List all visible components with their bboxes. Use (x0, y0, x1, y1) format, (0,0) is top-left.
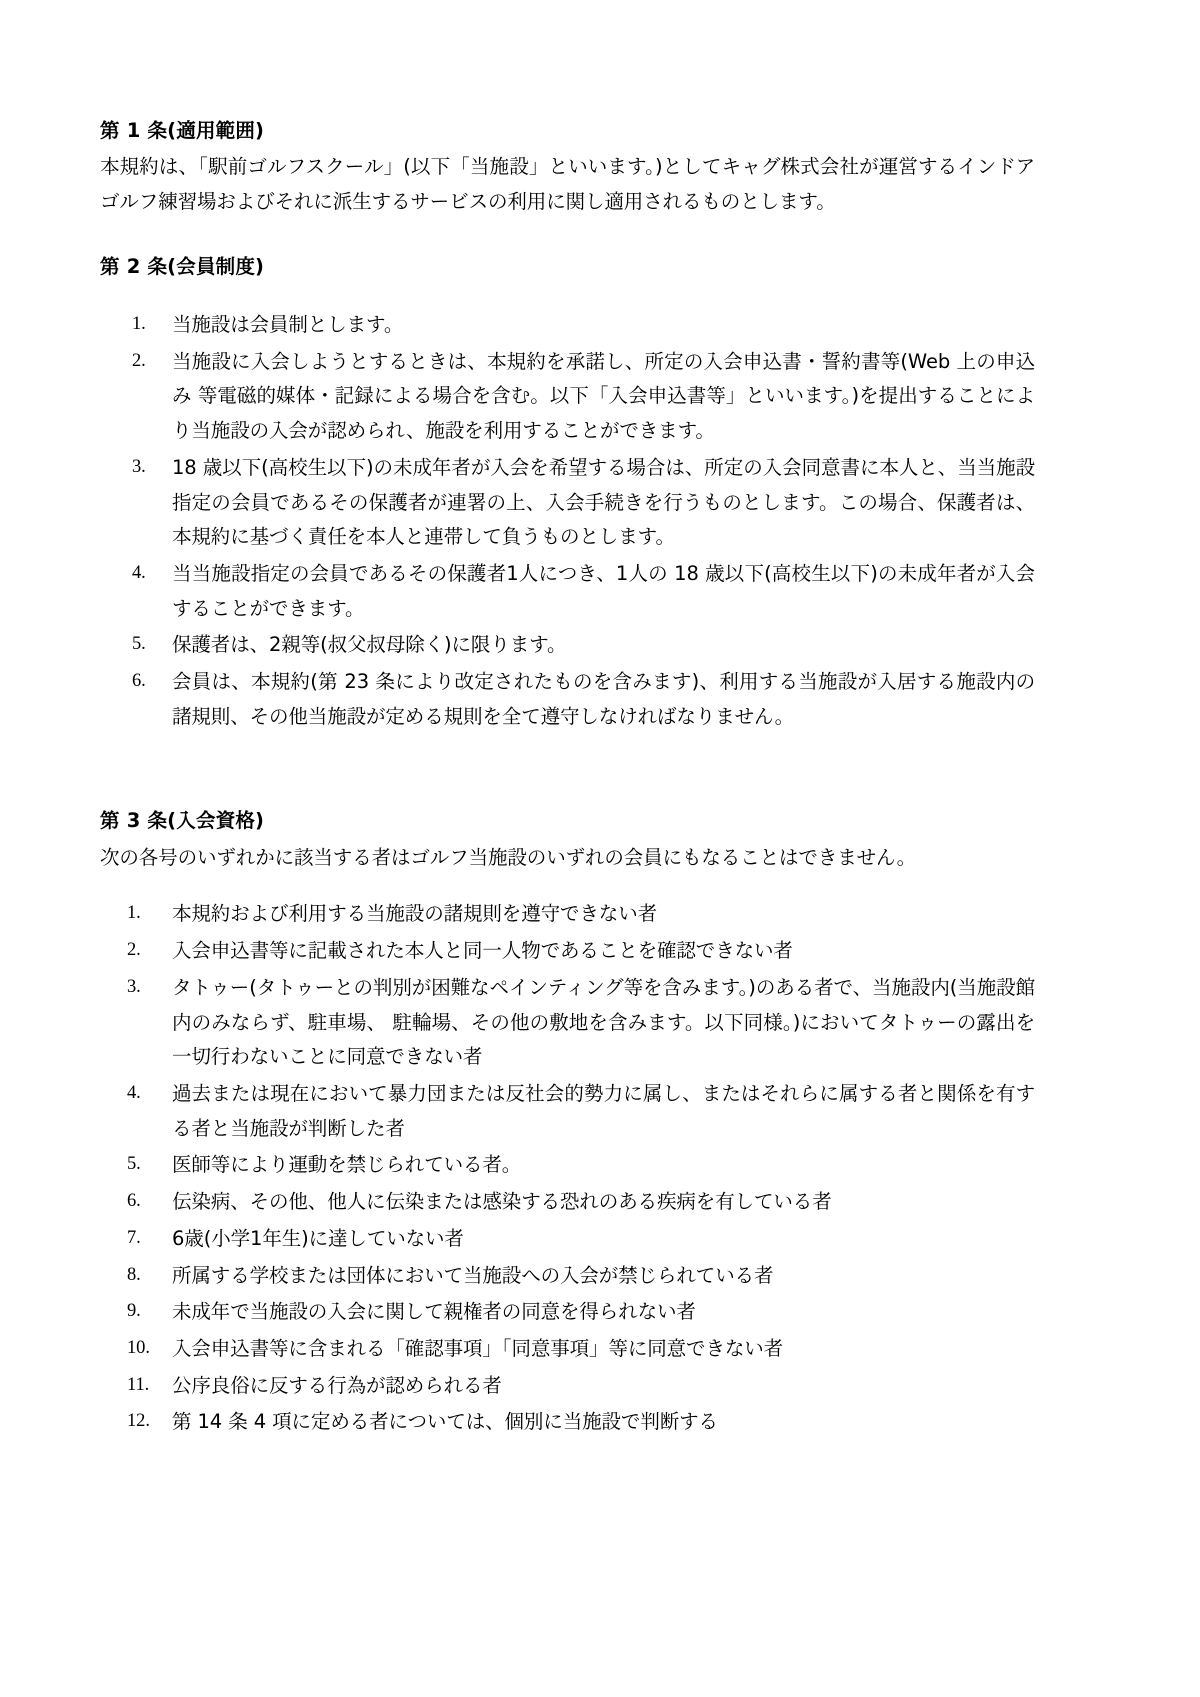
article-section-1 (100, 118, 1035, 220)
document-body (100, 118, 1035, 1440)
list-item: 6歳(小学1年生)に達していない者 (172, 1226, 464, 1250)
list-item: 伝染病、その他、他人に伝染または感染する恐れのある疾病を有している者 (172, 1190, 832, 1214)
list-item: 入会申込書等に記載された本人と同一人物であることを確認できない者 (172, 939, 793, 963)
spacer (100, 220, 1035, 254)
article-3-heading: 第 3 条(入会資格) (100, 809, 265, 833)
list-item: 過去または現在において暴力団または反社会的勢力に属し、またはそれらに属する者と関係を有する者と当施設が判断した者 (172, 1082, 1035, 1140)
list-item: 本規約および利用する当施設の諸規則を遵守できない者 (172, 902, 658, 926)
list-item: 未成年で当施設の入会に関して親権者の同意を得られない者 (172, 1300, 696, 1324)
spacer (100, 875, 1035, 897)
article-3-list (100, 897, 1035, 1440)
spacer (100, 286, 1035, 308)
list-item: 保護者は、2親等(叔父叔母除く)に限ります。 (172, 633, 567, 657)
list-item: 所属する学校または団体において当施設への入会が禁じられている者 (172, 1263, 774, 1287)
article-2-list (100, 308, 1035, 734)
article-3-paragraph-1: 次の各号のいずれかに該当する者はゴルフ当施設のいずれの会員にもなることはできません。 (100, 845, 916, 869)
article-section-3 (100, 808, 1035, 1440)
article-1-heading: 第 1 条(適用範囲) (100, 119, 265, 142)
list-item: 第 14 条 4 項に定める者については、個別に当施設で判断する (172, 1410, 718, 1434)
article-1-paragraph-1: 本規約は、「駅前ゴルフスクール」(以下「当施設」といいます。)としてキャグ株式会社が運営するインドアゴルフ練習場およびそれに派生するサービスの利用に関し適用されるものとします。 (100, 155, 1035, 214)
article-2-heading: 第 2 条(会員制度) (100, 254, 265, 278)
list-item: 当施設は会員制とします。 (172, 313, 404, 337)
list-item: 会員は、本規約(第 23 条により改定されたものを含みます)、利用する当施設が入居する施設内の諸規則、その他当施設が定める規則を全て遵守しなければなりません。 (172, 670, 1035, 728)
list-item: 当当施設指定の会員であるその保護者1人につき、1人の 18 歳以下(高校生以下)の未成年者が入会することができます。 (172, 561, 1035, 620)
article-section-2 (100, 254, 1035, 735)
list-item: 医師等により運動を禁じられている者。 (172, 1153, 522, 1177)
list-item: タトゥー(タトゥーとの判別が困難なペインティング等を含みます。)のある者で、当施設内(当施設館内のみならず、駐車場、 駐輪場、その他の敷地を含みます。以下同様。)においてタトゥーの露出を一切行わないことに同意できない者 (172, 975, 1035, 1069)
list-item: 入会申込書等に含まれる「確認事項」「同意事項」等に同意できない者 (172, 1336, 784, 1360)
list-item: 18 歳以下(高校生以下)の未成年者が入会を希望する場合は、所定の入会同意書に本人と、当当施設指定の会員であるその保護者が連署の上、入会手続きを行うものとします。この場合、保護者は、本規約に基づく責任を本人と連帯して負うものとします。 (172, 455, 1035, 549)
list-item: 当施設に入会しようとするときは、本規約を承諾し、所定の入会申込書・誓約書等(Web 上の申込み 等電磁的媒体・記録による場合を含む。以下「入会申込書等」といいます。)を提出することにより当施設の入会が認められ、施設を利用することができます。 (172, 349, 1035, 443)
list-item: 公序良俗に反する行為が認められる者 (172, 1373, 502, 1397)
spacer (100, 736, 1035, 808)
